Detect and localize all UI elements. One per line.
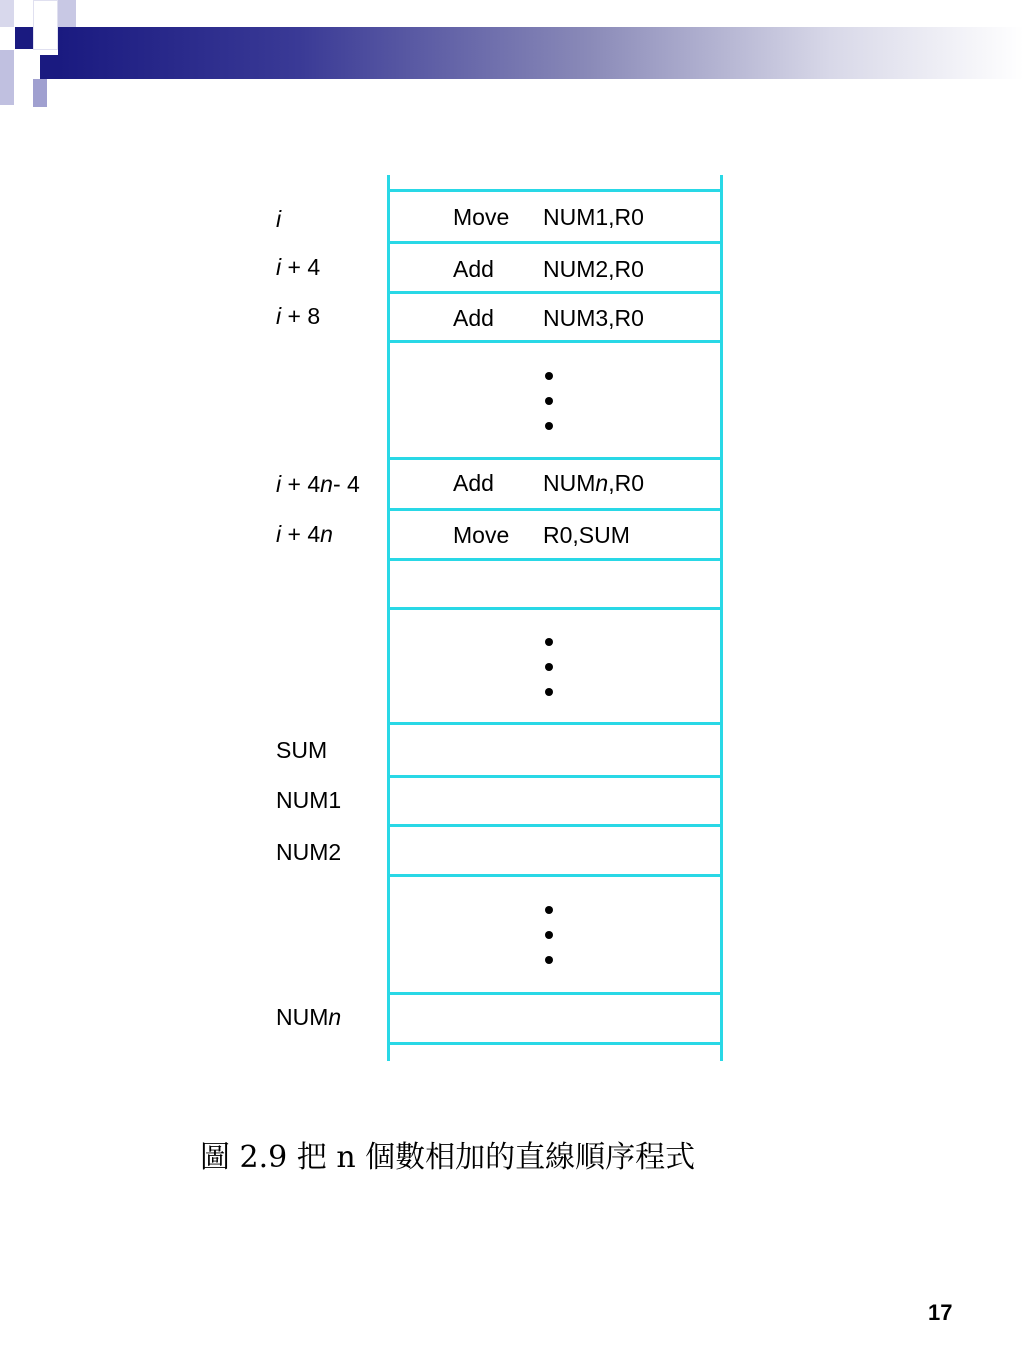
memory-divider bbox=[388, 874, 723, 877]
address-label: i bbox=[276, 206, 282, 232]
instruction-operands: R0,SUM bbox=[543, 522, 630, 548]
address-label: i + 8 bbox=[276, 303, 321, 329]
memory-divider bbox=[388, 992, 723, 995]
header-square-lilac bbox=[0, 50, 14, 105]
figure-caption: 圖 2.9 把 n 個數相加的直線順序程式 bbox=[200, 1140, 696, 1175]
header-square-mid bbox=[58, 0, 76, 27]
header-square-navy-2 bbox=[40, 55, 58, 79]
memory-divider bbox=[388, 241, 723, 244]
instruction-operands: NUM2,R0 bbox=[543, 256, 644, 282]
data-label-sum: SUM bbox=[276, 737, 328, 763]
header-square-lilac-2 bbox=[33, 79, 47, 107]
instruction-opcode: Add bbox=[453, 305, 494, 331]
instruction-opcode: Add bbox=[453, 256, 494, 282]
address-label: i + 4n- 4 bbox=[276, 471, 360, 497]
memory-divider bbox=[388, 189, 723, 192]
data-label-num1: NUM1 bbox=[276, 787, 342, 813]
memory-divider bbox=[388, 558, 723, 561]
header-square-white bbox=[33, 0, 58, 50]
memory-divider bbox=[388, 340, 723, 343]
data-label-numn: NUMn bbox=[276, 1004, 342, 1030]
page-number: 17 bbox=[928, 1300, 953, 1325]
data-label-num2: NUM2 bbox=[276, 839, 342, 865]
header-gradient-bar bbox=[58, 27, 1024, 79]
instruction-operands: NUMn,R0 bbox=[543, 470, 644, 496]
instruction-opcode: Add bbox=[453, 470, 494, 496]
header-square-dark bbox=[15, 27, 33, 49]
memory-divider bbox=[388, 722, 723, 725]
instruction-operands: NUM3,R0 bbox=[543, 305, 644, 331]
header-square-light bbox=[0, 0, 14, 27]
address-label: i + 4n bbox=[276, 521, 333, 547]
memory-divider bbox=[388, 824, 723, 827]
instruction-opcode: Move bbox=[453, 204, 510, 230]
memory-divider bbox=[388, 508, 723, 511]
memory-left-rail bbox=[387, 175, 390, 1061]
instruction-opcode: Move bbox=[453, 522, 510, 548]
ellipsis-dots bbox=[545, 372, 555, 447]
memory-divider bbox=[388, 607, 723, 610]
memory-right-rail bbox=[720, 175, 723, 1061]
instruction-operands: NUM1,R0 bbox=[543, 204, 644, 230]
ellipsis-dots bbox=[545, 906, 555, 981]
memory-divider bbox=[388, 291, 723, 294]
address-label: i + 4 bbox=[276, 254, 321, 280]
memory-divider bbox=[388, 457, 723, 460]
ellipsis-dots bbox=[545, 638, 555, 713]
memory-divider bbox=[388, 1042, 723, 1045]
memory-divider bbox=[388, 775, 723, 778]
